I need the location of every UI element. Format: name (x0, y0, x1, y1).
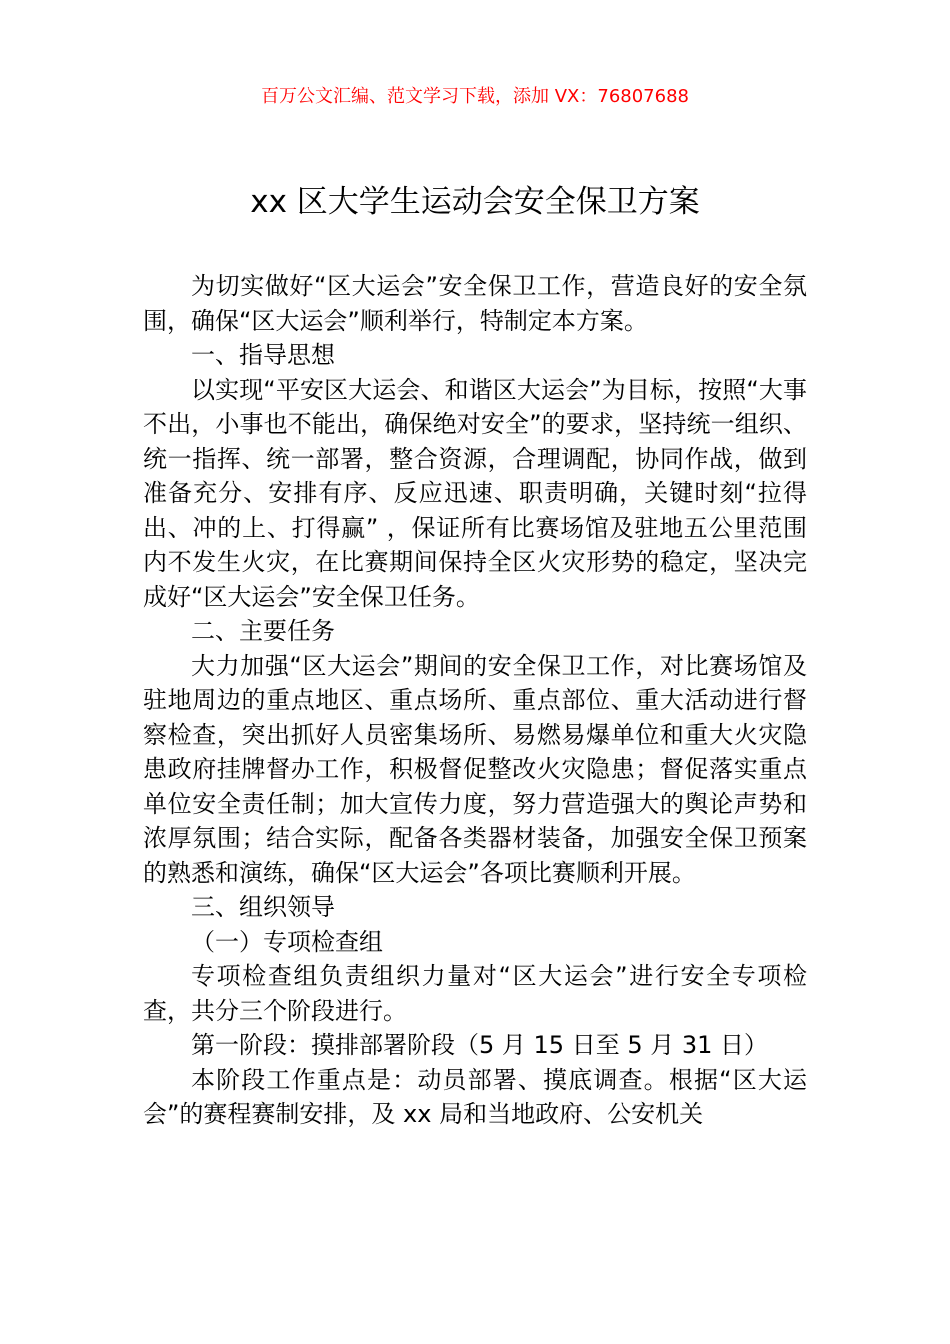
section-heading-main-tasks: 二、主要任务 (191, 617, 335, 645)
watermark-contact-line: 百万公文汇编、范文学习下载，添加 VX：76807688 (261, 86, 689, 107)
document-body (143, 269, 807, 1132)
subsection-heading-inspection-group: （一）专项检查组 (191, 927, 383, 956)
section-heading-guiding-ideology: 一、指导思想 (191, 341, 335, 369)
inspection-group-paragraph: 专项检查组负责组织力量对“区大运会”进行安全专项检查，共分三个阶段进行。 (143, 962, 807, 1025)
document-title: xx 区大学生运动会安全保卫方案 (250, 184, 700, 220)
section-heading-organization: 三、组织领导 (191, 893, 335, 921)
phase-one-heading: 第一阶段：摸排部署阶段（5 月 15 日至 5 月 31 日） (191, 1031, 769, 1059)
intro-paragraph: 为切实做好“区大运会”安全保卫工作，营造良好的安全氛围，确保“区大运会”顺利举行，特制定本方案。 (143, 272, 807, 335)
phase-one-paragraph: 本阶段工作重点是：动员部署、摸底调查。根据“区大运会”的赛程赛制安排，及 xx 局和当地政府、公安机关 (143, 1065, 807, 1128)
guiding-ideology-paragraph: 以实现“平安区大运会、和谐区大运会”为目标，按照“大事不出，小事也不能出，确保绝对安全”的要求，坚持统一组织、统一指挥、统一部署，整合资源，合理调配，协同作战，做到准备充分、安排有序、反应迅速、职责明确，关键时刻“拉得出、冲的上、打得赢” ，保证所有比赛场馆及驻地五公里范围内不发生火灾，在比赛期间保持全区火灾形势的稳定，坚决完成好“区大运会”安全保卫任务。 (143, 375, 807, 611)
main-tasks-paragraph: 大力加强“区大运会”期间的安全保卫工作，对比赛场馆及驻地周边的重点地区、重点场所、重点部位、重大活动进行督察检查，突出抓好人员密集场所、易燃易爆单位和重大火灾隐患政府挂牌督办工作，积极督促整改火灾隐患；督促落实重点单位安全责任制；加大宣传力度，努力营造强大的舆论声势和浓厚氛围；结合实际，配备各类器材装备，加强安全保卫预案的熟悉和演练，确保“区大运会”各项比赛顺利开展。 (143, 651, 807, 887)
